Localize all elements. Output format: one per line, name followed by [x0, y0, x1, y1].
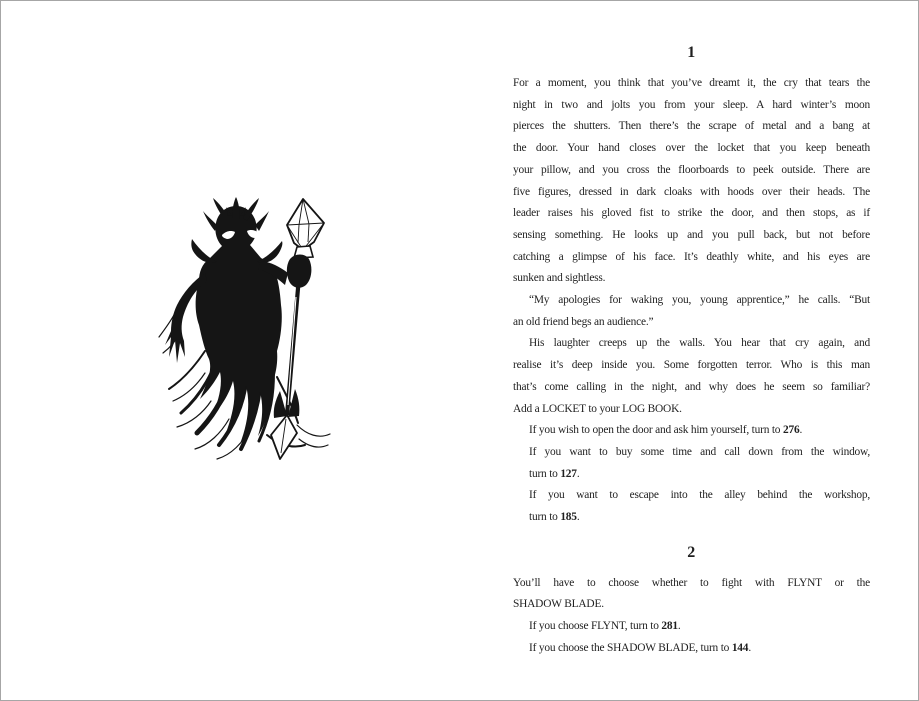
text-line: the door. Your hand closes over the locket that you keep beneath: [513, 142, 870, 155]
text-line: five figures, dressed in dark cloaks with hoods over their heads. The: [513, 185, 870, 198]
text-line: For a moment, you think that you’ve dreamt it, the cry that tears the: [513, 77, 870, 89]
text-line: You’ll have to choose whether to fight with FLYNT or the: [513, 576, 870, 589]
paragraph: [513, 616, 870, 638]
paragraph: [513, 573, 870, 616]
text-line: night in two and jolts you from your sleep. A hard winter’s moon: [513, 98, 870, 111]
text-line: If you choose FLYNT, turn to 281.: [529, 620, 681, 633]
text-line: SHADOW BLADE.: [513, 598, 604, 611]
text-line: that’s come calling in the night, and why does he seem so familiar?: [513, 380, 870, 393]
text-line: If you wish to open the door and ask him yourself, turn to 276.: [529, 424, 803, 437]
text-line: leader raises his gloved fist to strike the door, and then stops, as if: [513, 207, 870, 220]
paragraph: [513, 420, 870, 442]
paragraph: [513, 333, 870, 420]
text-line: If you choose the SHADOW BLADE, turn to 144.: [529, 641, 751, 654]
text-line: pierces the shutters. Then there’s the scrape of metal and a bang at: [513, 120, 870, 133]
gripping-fist: [287, 255, 312, 288]
section-number: 2: [687, 543, 696, 561]
text-line: catching a glimpse of his face. It’s deathly white, and his eyes are: [513, 250, 870, 263]
text-line: If you want to escape into the alley behind the workshop,: [529, 489, 870, 502]
paragraph: [513, 485, 870, 528]
section-number: 1: [687, 44, 696, 61]
paragraph: [513, 638, 870, 660]
text-line: Add a LOCKET to your LOG BOOK.: [513, 402, 682, 415]
demon-illustration: [147, 187, 339, 477]
paragraph: [513, 290, 870, 333]
paragraph: [513, 442, 870, 485]
text-line: sensing something. He looks up and you pull back, but not before: [513, 228, 870, 241]
spear-point: [271, 389, 299, 459]
text-line: turn to 185.: [529, 511, 580, 524]
text-line: turn to 127.: [529, 467, 580, 480]
text-column: [513, 41, 870, 660]
text-line: “My apologies for waking you, young apprentice,” he calls. “But: [529, 294, 870, 307]
text-line: your pillow, and you cross the floorboards to peek outside. There are: [513, 163, 870, 176]
paragraph: [513, 73, 870, 290]
text-line: an old friend begs an audience.”: [513, 315, 654, 328]
robe-and-head: [196, 206, 282, 444]
text-line: His laughter creeps up the walls. You hear that cry again, and: [529, 337, 870, 350]
text-line: If you want to buy some time and call down from the window,: [529, 445, 870, 458]
crystal-head: [287, 199, 324, 258]
text-line: sunken and sightless.: [513, 272, 606, 285]
text-line: realise it’s deep inside you. Some forgotten terror. Who is this man: [513, 359, 870, 372]
